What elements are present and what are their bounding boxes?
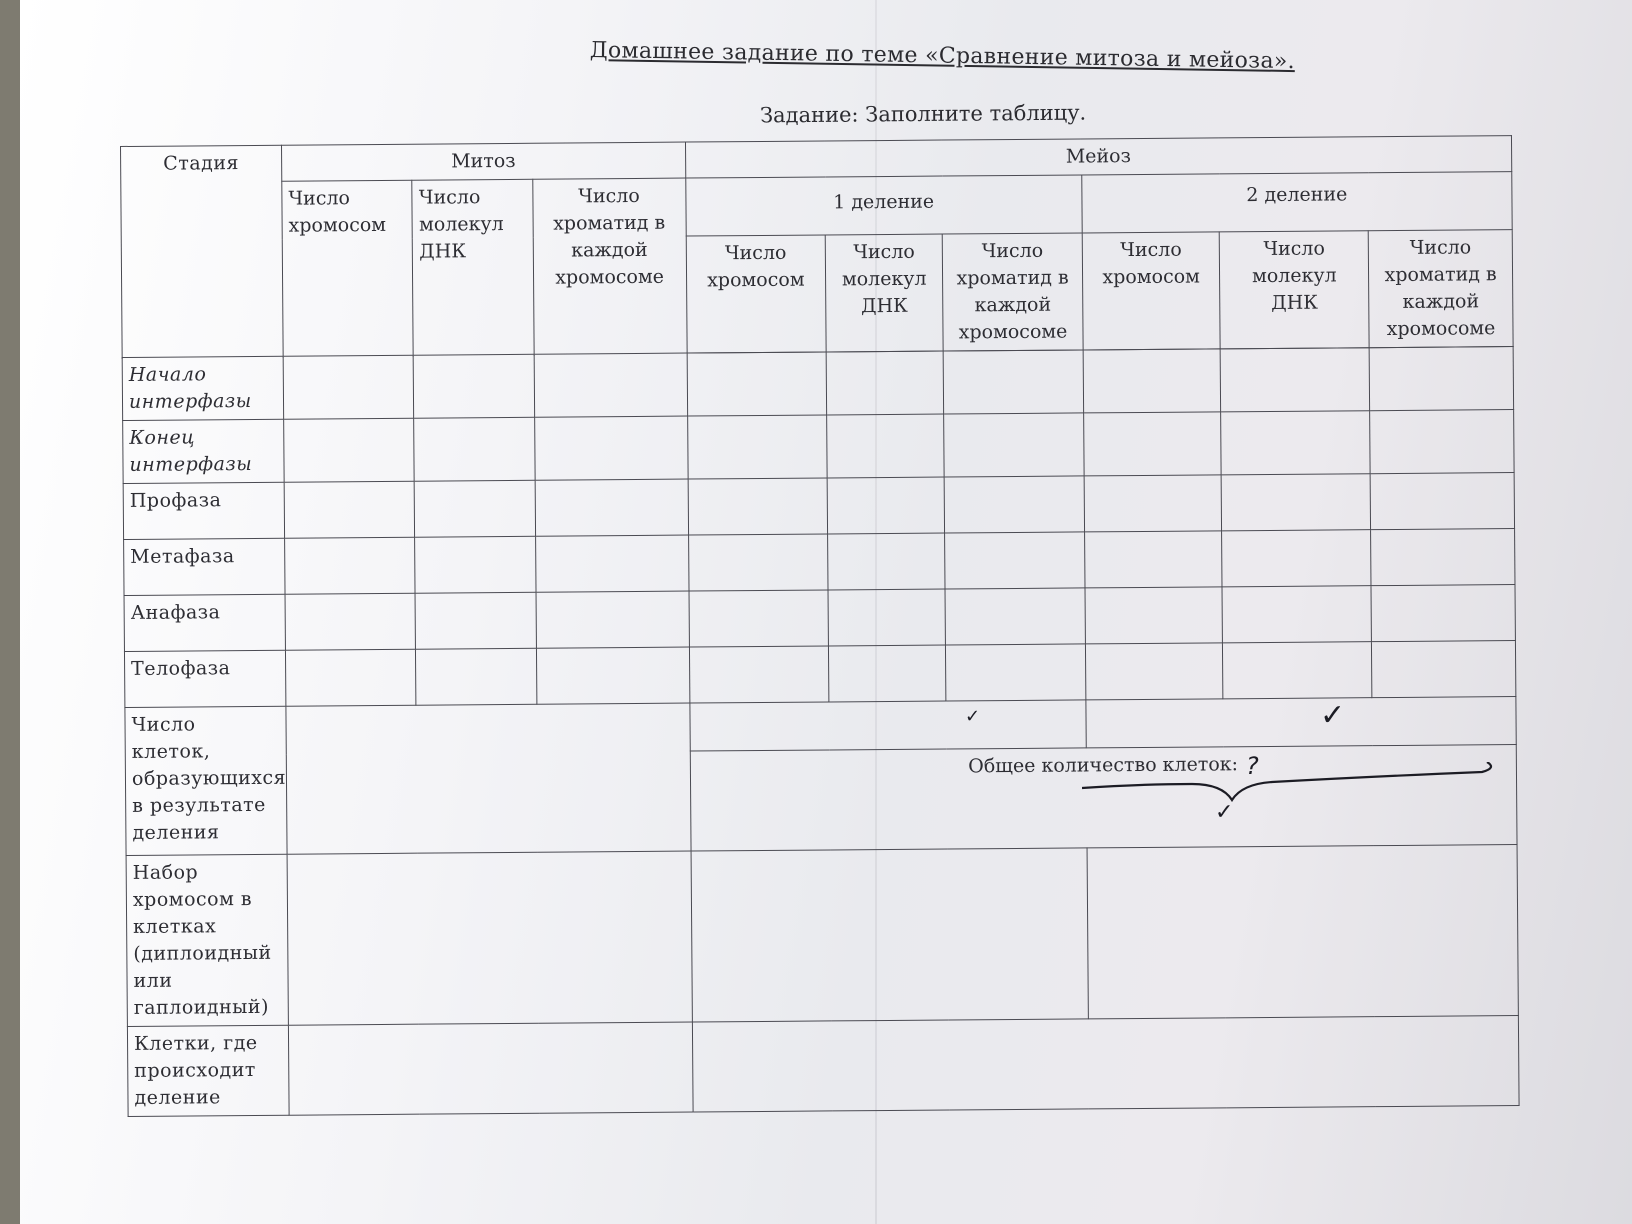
answer-cell[interactable] xyxy=(416,648,537,705)
answer-cell[interactable] xyxy=(828,533,946,590)
cells-count-label: Число клеток, образующихся в результате деления xyxy=(125,706,287,855)
meiosis1-chromosome-set-answer[interactable] xyxy=(691,848,1089,1022)
answer-cell[interactable] xyxy=(688,534,828,591)
stage-row-label: Метафаза xyxy=(124,538,285,595)
meiosis1-dna-header: Число молекул ДНК xyxy=(825,234,943,352)
answer-cell[interactable] xyxy=(1223,642,1372,699)
answer-cell[interactable] xyxy=(285,593,416,650)
answer-cell[interactable] xyxy=(943,350,1083,414)
header-meiosis: Мейоз xyxy=(685,136,1512,178)
worksheet-page xyxy=(20,0,1632,1224)
meiosis2-chromosome-set-answer[interactable] xyxy=(1087,845,1518,1019)
answer-cell[interactable] xyxy=(1372,641,1516,698)
answer-cell[interactable] xyxy=(415,592,536,649)
meiosis1-chromosomes-header: Число хромосом xyxy=(686,235,827,353)
answer-cell[interactable] xyxy=(687,352,827,416)
answer-cell[interactable] xyxy=(944,476,1084,533)
answer-cell[interactable] xyxy=(945,588,1085,645)
answer-cell[interactable] xyxy=(1222,586,1371,643)
answer-cell[interactable] xyxy=(1221,411,1370,475)
answer-cell[interactable] xyxy=(283,355,414,419)
answer-cell[interactable] xyxy=(1222,530,1371,587)
answer-cell[interactable] xyxy=(1371,529,1515,586)
answer-cell[interactable] xyxy=(689,590,829,647)
answer-cell[interactable] xyxy=(1085,643,1223,700)
meiosis2-cells-count-answer[interactable] xyxy=(1086,697,1517,748)
header-mitosis: Митоз xyxy=(281,142,685,181)
total-cells-label: Общее количество клеток: xyxy=(690,745,1517,851)
answer-cell[interactable] xyxy=(827,477,945,534)
meiosis2-chromosomes-header: Число хромосом xyxy=(1082,232,1220,350)
header-stage: Стадия xyxy=(121,145,284,357)
answer-cell[interactable] xyxy=(1221,348,1370,412)
meiosis-division-2-header: 2 деление xyxy=(1082,172,1513,233)
answer-cell[interactable] xyxy=(688,478,828,535)
mitosis-division-cells-answer[interactable] xyxy=(288,1022,692,1115)
answer-cell[interactable] xyxy=(1083,412,1221,476)
answer-cell[interactable] xyxy=(285,649,416,706)
answer-cell[interactable] xyxy=(1371,585,1515,642)
meiosis1-chromatids-header: Число хроматид в каждой хромосоме xyxy=(942,233,1083,351)
stage-row-label: Конец интерфазы xyxy=(123,419,284,483)
answer-cell[interactable] xyxy=(1084,531,1222,588)
answer-cell[interactable] xyxy=(414,417,535,481)
answer-cell[interactable] xyxy=(1084,475,1222,532)
handwritten-check: ✓ xyxy=(1215,800,1234,825)
answer-cell[interactable] xyxy=(536,591,689,648)
mitosis-dna-header: Число молекул ДНК xyxy=(412,179,534,355)
answer-cell[interactable] xyxy=(687,415,827,479)
meiosis1-cells-count-answer[interactable] xyxy=(689,700,1086,751)
handwritten-check: ✓ xyxy=(1320,698,1346,733)
answer-cell[interactable] xyxy=(1222,474,1371,531)
answer-cell[interactable] xyxy=(945,532,1085,589)
answer-cell[interactable] xyxy=(946,644,1086,701)
answer-cell[interactable] xyxy=(1370,410,1514,474)
answer-cell[interactable] xyxy=(829,645,947,702)
answer-cell[interactable] xyxy=(285,537,416,594)
answer-cell[interactable] xyxy=(536,647,689,704)
mitosis-chromosomes-header: Число хромосом xyxy=(282,180,414,356)
stage-row-label: Телофаза xyxy=(124,650,285,707)
chromosome-set-label: Набор хромосом в клетках (диплоидный или гаплоидный) xyxy=(126,854,288,1026)
answer-cell[interactable] xyxy=(284,418,415,482)
division-cells-label: Клетки, где происходит деление xyxy=(127,1025,289,1116)
stage-row-label: Начало интерфазы xyxy=(122,356,283,420)
answer-cell[interactable] xyxy=(415,536,536,593)
answer-cell[interactable] xyxy=(827,414,945,478)
answer-cell[interactable] xyxy=(535,535,688,592)
mitosis-chromatids-header: Число хроматид в каждой хромосоме xyxy=(532,178,686,354)
mitosis-cells-count-answer[interactable] xyxy=(286,703,691,854)
stage-row-label: Анафаза xyxy=(124,594,285,651)
comparison-table xyxy=(120,135,1520,1117)
answer-cell[interactable] xyxy=(1083,349,1221,413)
answer-cell[interactable] xyxy=(284,481,415,538)
answer-cell[interactable] xyxy=(415,480,536,537)
task-instruction: Задание: Заполните таблицу. xyxy=(759,100,1087,128)
meiosis-division-cells-answer[interactable] xyxy=(692,1016,1519,1112)
handwritten-check: ✓ xyxy=(965,706,981,727)
answer-cell[interactable] xyxy=(689,646,829,703)
answer-cell[interactable] xyxy=(944,413,1084,477)
handwritten-brace xyxy=(1082,762,1502,822)
answer-cell[interactable] xyxy=(535,479,688,536)
handwritten-question-mark: ? xyxy=(1246,752,1259,780)
answer-cell[interactable] xyxy=(1369,347,1513,411)
answer-cell[interactable] xyxy=(534,353,687,417)
answer-cell[interactable] xyxy=(826,351,944,415)
answer-cell[interactable] xyxy=(828,589,946,646)
answer-cell[interactable] xyxy=(1370,473,1514,530)
answer-cell[interactable] xyxy=(1085,587,1223,644)
meiosis2-chromatids-header: Число хроматид в каждой хромосоме xyxy=(1368,230,1513,348)
answer-cell[interactable] xyxy=(534,416,687,480)
answer-cell[interactable] xyxy=(414,354,535,418)
meiosis-division-1-header: 1 деление xyxy=(685,175,1082,236)
page-title: Домашнее задание по теме «Сравнение митоза и мейоза». xyxy=(589,38,1296,75)
meiosis2-dna-header: Число молекул ДНК xyxy=(1220,231,1370,349)
mitosis-chromosome-set-answer[interactable] xyxy=(287,851,692,1025)
stage-row-label: Профаза xyxy=(123,482,284,539)
